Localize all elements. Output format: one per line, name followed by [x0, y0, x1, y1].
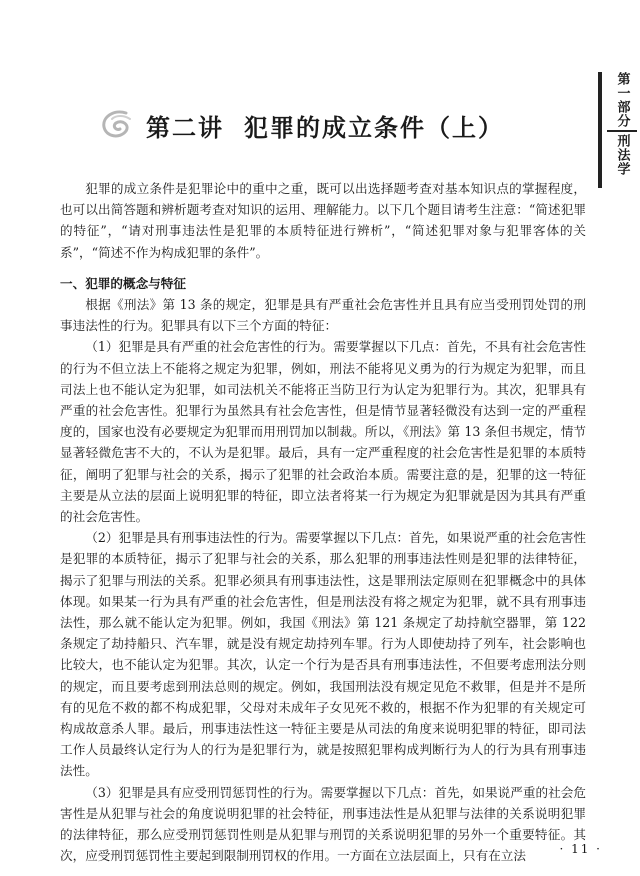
side-tab-text: [604, 72, 640, 188]
body-text: [60, 178, 586, 867]
side-tab-divider: [607, 130, 637, 132]
intro-paragraph: 犯罪的成立条件是犯罪论中的重中之重，既可以出选择题考查对基本知识点的掌握程度，也可以出简答题和辨析题考查对知识的运用、理解能力。以下几个题目请考生注意：“简述犯罪的特征”，“请对刑事违法性是犯罪的本质特征进行辨析”，“简述犯罪对象与犯罪客体的关系”，“简述不作为构成犯罪的条件”。: [60, 181, 586, 260]
side-tab-subject: 刑法学: [614, 134, 630, 176]
section-heading: 一、犯罪的概念与特征: [60, 275, 186, 291]
paragraph-feature-2: （2）犯罪是具有刑事违法性的行为。需要掌握以下几点：首先，如果说严重的社会危害性是犯罪的本质特征，揭示了犯罪与社会的关系，那么犯罪的刑事违法性则是犯罪的法律特征，揭示了犯罪与刑法的关系。犯罪必须具有刑事违法性，这是罪刑法定原则在犯罪概念中的具体体现。如果某一行为具有严重的社会危害性，但是刑法没有将之规定为犯罪，就不具有刑事违法性，那么就不能认定为犯罪。例如，我国《刑法》第 121 条规定了劫持航空器罪，第 122 条规定了劫持船只、汽车罪，就是没有规定劫持列车罪。行为人即使劫持了列车，社会影响也比较大，也不能认定为犯罪。其次，认定一个行为是否具有刑事违法性，不但要考虑刑法分则的规定，而且要考虑到刑法总则的规定。例如，我国刑法没有规定见危不救罪，但是并不是所有的见危不救的都不构成犯罪，父母对未成年子女见死不救的，根据不作为犯罪的有关规定可构成故意杀人罪。最后，刑事违法性这一特征主要是从司法的角度来说明犯罪的特征，即司法工作人员最终认定行为人的行为是犯罪行为，就是按照犯罪构成判断行为人的行为具有刑事违法性。: [60, 530, 586, 779]
page-title: [146, 108, 504, 143]
paragraph-feature-1: （1）犯罪是具有严重的社会危害性的行为。需要掌握以下几点：首先，不具有社会危害性的行为不但立法上不能将之规定为犯罪，例如，刑法不能将见义勇为的行为规定为犯罪，而且司法上也不能认定为犯罪，如司法机关不能将正当防卫行为认定为犯罪行为。其次，犯罪具有严重的社会危害性。犯罪行为虽然具有社会危害性，但是情节显著轻微没有达到一定的严重程度的，国家也没有必要规定为犯罪而用刑罚加以制裁。所以，《刑法》第 13 条但书规定，情节显著轻微危害不大的，不认为是犯罪。最后，具有一定严重程度的社会危害性是犯罪的本质特征，阐明了犯罪与社会的关系，揭示了犯罪的社会政治本质。需要注意的是，犯罪的这一特征主要是从立法的层面上说明犯罪的特征，即立法者将某一行为规定为犯罪就是因为其具有严重的社会危害性。: [60, 339, 586, 525]
side-tab-part: 第一部分: [614, 72, 630, 128]
lecture-topic: 犯罪的成立条件（上）: [244, 113, 504, 142]
lecture-number: 第二讲: [146, 113, 224, 142]
lecture-title: [0, 100, 600, 150]
paragraph-definition: 根据《刑法》第 13 条的规定，犯罪是具有严重社会危害性并且具有应当受刑罚处罚的刑事违法性的行为。犯罪具有以下三个方面的特征：: [60, 297, 586, 334]
page-number: · 11 ·: [559, 842, 602, 856]
paragraph-feature-3: （3）犯罪是具有应受刑罚惩罚性的行为。需要掌握以下几点：首先，如果说严重的社会危害性是从犯罪与社会的角度说明犯罪的社会特征，刑事违法性是从犯罪与法律的关系说明犯罪的法律特征，那么应受刑罚惩罚性则是从犯罪与刑罚的关系说明犯罪的另外一个重要特征。其次，应受刑罚惩罚性主要起到限制刑罚权的作用。一方面在立法层面上，只有在立法: [60, 784, 586, 864]
side-tab: [598, 72, 640, 188]
decorative-swirl-icon: [96, 107, 136, 143]
